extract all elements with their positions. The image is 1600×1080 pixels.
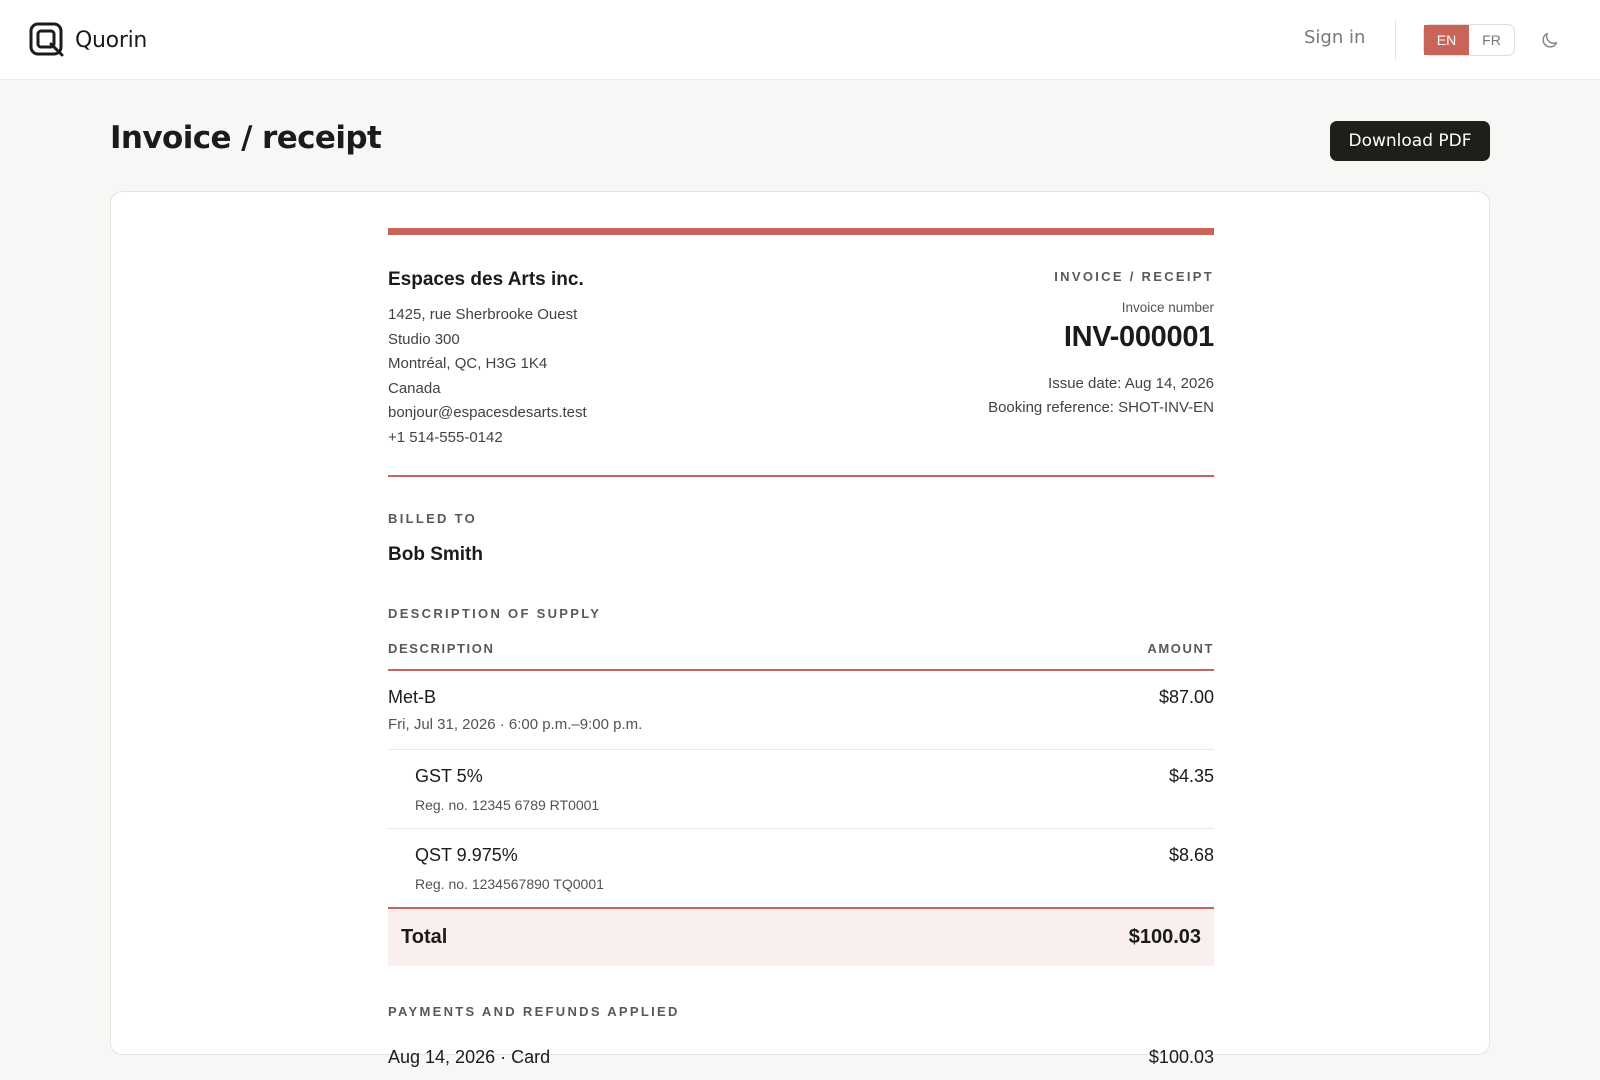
- address-line: Canada: [388, 379, 441, 397]
- sign-in-link[interactable]: Sign in: [1304, 27, 1366, 48]
- column-description: DESCRIPTION: [388, 641, 495, 656]
- download-pdf-button[interactable]: Download PDF: [1330, 121, 1490, 161]
- line-item: [388, 671, 1214, 750]
- tax-registration: Reg. no. 1234567890 TQ0001: [415, 876, 604, 892]
- billed-to-name: Bob Smith: [388, 544, 483, 565]
- invoice-document: [388, 228, 1214, 1068]
- payment-amount: $100.03: [1148, 1047, 1214, 1067]
- supply-kicker: DESCRIPTION OF SUPPLY: [388, 606, 602, 621]
- address-line: Montréal, QC, H3G 1K4: [388, 355, 548, 373]
- company-phone: +1 514-555-0142: [388, 428, 503, 446]
- tax-amount: $4.35: [1168, 766, 1214, 786]
- payments-kicker: PAYMENTS AND REFUNDS APPLIED: [388, 1004, 680, 1019]
- brand-name: Quorin: [75, 27, 148, 53]
- top-bar: [0, 0, 1600, 80]
- column-amount: AMOUNT: [1147, 641, 1214, 656]
- address-line: 1425, rue Sherbrooke Ouest: [388, 306, 578, 323]
- tax-line-gst: [388, 750, 1214, 829]
- tax-registration: Reg. no. 12345 6789 RT0001: [415, 797, 600, 813]
- lang-option-en[interactable]: EN: [1424, 25, 1469, 55]
- payment-description: Aug 14, 2026 · Card: [388, 1047, 551, 1067]
- quorin-logo-icon: [29, 22, 65, 58]
- total-row: [388, 907, 1214, 966]
- issue-date: Issue date: Aug 14, 2026: [1048, 375, 1214, 392]
- billed-to-kicker: BILLED TO: [388, 511, 478, 526]
- booking-reference: Booking reference: SHOT-INV-EN: [988, 399, 1214, 416]
- accent-bar: [388, 228, 1214, 235]
- address-line: Studio 300: [388, 330, 460, 348]
- tax-title: GST 5%: [415, 766, 483, 786]
- line-items-header: [388, 641, 1214, 671]
- section-rule: [388, 475, 1214, 477]
- header-divider: [1395, 20, 1396, 60]
- invoice-number: INV-000001: [1063, 321, 1214, 353]
- language-switcher: [1423, 24, 1515, 56]
- invoice-number-label: Invoice number: [1121, 300, 1214, 315]
- company-info: [388, 269, 587, 451]
- invoice-kicker: INVOICE / RECEIPT: [1054, 269, 1214, 284]
- tax-title: QST 9.975%: [415, 845, 518, 865]
- company-name: Espaces des Arts inc.: [388, 269, 584, 290]
- total-amount: $100.03: [1128, 926, 1201, 948]
- tax-amount: $8.68: [1168, 845, 1214, 865]
- line-item-amount: $87.00: [1158, 687, 1214, 707]
- brand-logo[interactable]: [29, 22, 147, 58]
- total-label: Total: [401, 926, 448, 948]
- moon-icon[interactable]: [1540, 30, 1560, 50]
- line-item-detail: Fri, Jul 31, 2026 · 6:00 p.m.–9:00 p.m.: [388, 716, 643, 733]
- invoice-meta: [988, 269, 1214, 420]
- line-item-title: Met-B: [388, 687, 437, 707]
- tax-line-qst: [388, 829, 1214, 908]
- invoice-card: [110, 191, 1490, 1067]
- payment-row: [388, 1047, 1214, 1068]
- company-email: bonjour@espacesdesarts.test: [388, 404, 587, 422]
- page-title: Invoice / receipt: [110, 120, 382, 156]
- invoice-header: [388, 235, 1214, 475]
- lang-option-fr[interactable]: FR: [1482, 32, 1501, 48]
